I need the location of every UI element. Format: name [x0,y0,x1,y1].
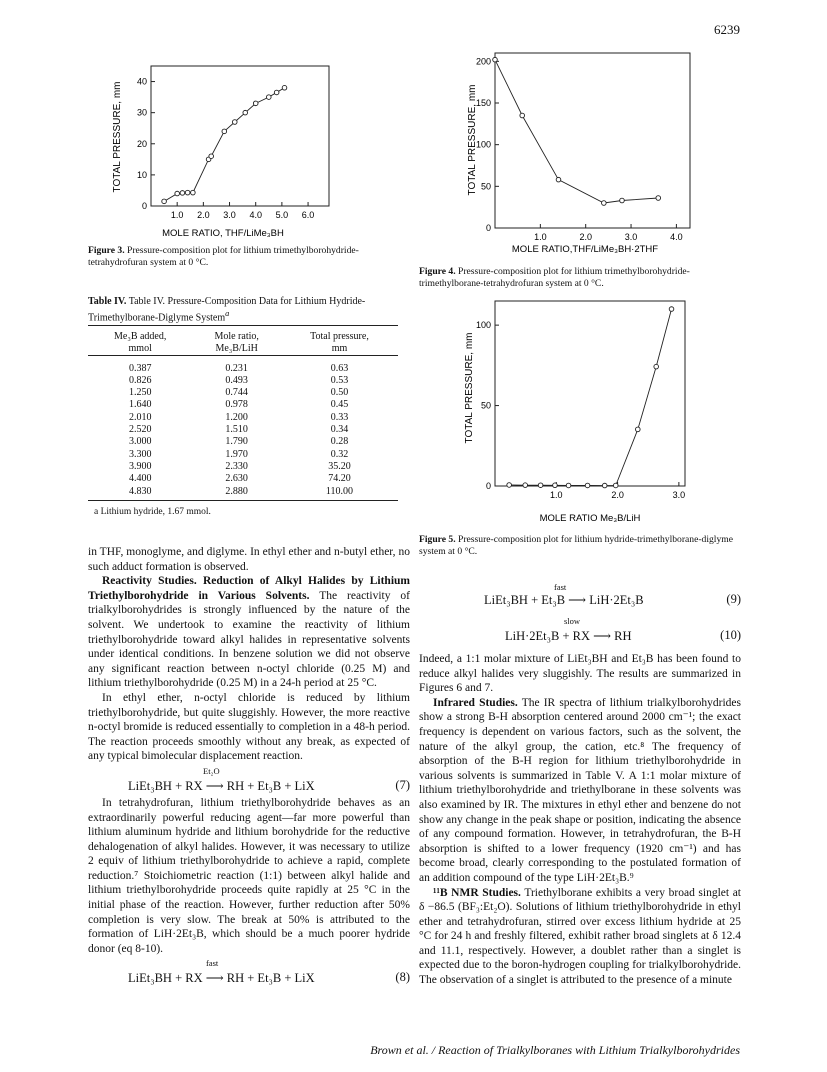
table-cell: 0.231 [225,362,248,374]
column-header: Mole ratio, [214,330,259,342]
figure-4-caption: Figure 4. Pressure-composition plot for lithium trimethylborohydride-trimethylborane-tetrahydrofuran system at 0 °C. [419,266,690,290]
figure-3-plot [108,55,368,260]
column-header: Me₃B added, [114,330,167,342]
data-point [538,483,543,488]
data-point [175,191,180,196]
y-tick-label: 0 [485,481,491,491]
table-cell: 110.00 [325,485,354,497]
table-cell: 0.33 [330,411,349,423]
data-point [654,364,659,369]
right-paragraph-1: Indeed, a 1:1 molar mixture of LiEt₃BH and Et₃B has been found to reduce alkyl halides very sluggishly. The results are summarized in Figures 6 and 7. [419,653,741,695]
column-unit: mmol [88,343,192,356]
table-cell: 4.400 [128,473,152,485]
data-point [669,307,674,312]
data-point [602,483,607,488]
data-point [253,101,258,106]
table-cell: 74.20 [328,473,351,485]
table-cell: 3.900 [128,460,152,472]
table-4-title: Table IV. Table IV. Pressure-Composition Data for Lithium Hydride-Trimethylborane-Diglyme System$^a$ [88,296,398,326]
series-line [495,60,658,203]
x-tick-label: 3.0 [223,210,236,220]
table-row [88,485,398,497]
x-tick-label: 4.0 [670,232,683,242]
table-cell: 0.45 [330,399,349,411]
x-tick-label: 1.0 [170,210,184,220]
fig4-xlabel: MOLE RATIO,THF/LiMe₃BH·2THF [511,244,659,255]
equation-7: Et₂O LiEt₃BH + RX ⟶ RH + Et₃B + LiX (7) [128,765,410,793]
table-cell: 1.790 [225,436,248,448]
table-cell: 1.640 [128,399,152,411]
table-row [88,374,398,386]
fig5-ylabel: TOTAL PRESSURE, mm [464,332,475,444]
table-cell: 1.200 [225,411,248,423]
table-cell: 3.000 [128,436,152,448]
left-column [88,545,410,988]
y-tick-label: 50 [480,181,491,192]
data-point [232,120,237,125]
table-row [88,355,398,374]
table-cell: 4.830 [128,485,152,497]
table-row [88,423,398,435]
figure-3-caption: Figure 3. Pressure-composition plot for lithium trimethylborohydride-tetrahydrofuran system at 0 °C. [88,245,359,269]
table-cell: 0.28 [330,436,349,448]
table-row [88,399,398,411]
data-point [620,198,625,203]
figure-5-plot [440,298,730,528]
table-cell: 0.50 [330,387,349,399]
table-cell: 1.970 [225,448,248,460]
data-point [493,57,498,62]
series-line [164,88,284,202]
fig5-xlabel: MOLE RATIO Me₃B/LiH [539,513,641,524]
figure-4-plot [440,45,720,270]
right-paragraph-2: Infrared Studies. The IR spectra of lithium trialkylborohydrides show a strong B-H absorption centered around 2000 cm⁻¹; the exact frequency is dependent on various factors, such as the solvent, the nature of the alkyl group, the cation, etc.⁸ The frequency of absorption of the B-H region for lithium triethylborohydride in various solvents is summarized in Table V. A 1:1 molar mixture of lithium triethylborohydride and triethylborane in these solvents was also examined by IR. The mixtures in ethyl ether and benzene do not show any change in the peak shape or position, indicating the absence of any compound formation. However, in tetrahydrofuran, the B-H absorption is shifted to a lower frequency (1920 cm⁻¹) and has become broad, clearly corresponding to the postulated formation of an addition compound of the type LiH·2Et₃B.⁹ [419,696,741,884]
left-paragraph-2: Reactivity Studies. Reduction of Alkyl Halides by Lithium Triethylborohydride in Various Solvents. The reactivity of trialkylborohydrides is strongly influenced by the nature of the solvent. We undertook to examine the reactivity of lithium triethylborohydride toward alkyl halides in representative solvents under identical conditions. In benzene solution we did not observe any significant reaction between n-octyl chloride (0.25 M) and lithium triethylborohydride (0.25 M) in a 24-h period at 25 °C. [88,575,410,690]
table-cell: 2.520 [128,424,152,436]
table-4-footnote: a Lithium hydride, 1.67 mmol. [94,507,211,518]
data-point [274,90,279,95]
fig3-xlabel: MOLE RATIO, THF/LiMe₃BH [162,228,284,239]
data-point [556,177,561,182]
table-row [88,436,398,448]
fig3-ylabel: TOTAL PRESSURE, mm [112,81,123,193]
table-cell: 0.63 [330,362,349,374]
data-point [162,199,167,204]
data-point [222,129,227,134]
y-tick-label: 100 [475,320,491,331]
equation-9: fast LiEt₃BH + Et₃B ⟶ LiH·2Et₃B (9) [484,582,741,607]
table-cell: 0.34 [330,424,349,436]
table-cell: 0.826 [128,374,152,386]
y-tick-label: 40 [136,76,147,87]
table-row [88,460,398,472]
y-tick-label: 150 [475,98,491,108]
x-tick-label: 4.0 [249,210,262,220]
table-cell: 2.330 [225,460,248,472]
table-4 [88,296,398,517]
column-unit: mm [281,343,398,356]
data-point [266,95,271,100]
data-point [585,483,590,488]
x-tick-label: 1.0 [534,232,547,242]
data-point [282,85,287,90]
data-point [520,113,525,118]
table-cell: 0.493 [225,374,248,386]
y-tick-label: 50 [480,400,491,411]
data-point [191,190,196,195]
table-cell: 0.744 [225,387,248,399]
right-paragraph-3: ¹¹B NMR Studies. Triethylborane exhibits a very broad singlet at δ −86.5 (BF₃:Et₂O). Solutions of lithium triethylborohydride in ethyl ether and tetrahydrofuran, stirred over excess lithium hydride at 25 °C for 24 h and freshly filtered, exhibit rather broad singlets at δ 12.4 and 11.1, respectively. However, a doublet rather than a singlet is expected due to the boron-hydrogen coupling for trialkylborohydride. The observation of a singlet is attributed to the presence of a minute [419,886,742,987]
equation-8: fast LiEt₃BH + RX ⟶ RH + Et₃B + LiX (8) [128,958,410,986]
table-cell: 0.978 [225,399,248,411]
x-tick-label: 3.0 [624,232,638,242]
page-number: 6239 [714,22,740,37]
table-cell: 1.250 [128,387,152,399]
y-tick-label: 100 [475,139,491,150]
data-point [209,154,214,159]
fig4-ylabel: TOTAL PRESSURE, mm [467,84,478,196]
table-row [88,411,398,423]
data-point [602,201,607,206]
table-cell: 0.32 [330,448,349,460]
data-point [180,191,185,196]
x-tick-label: 5.0 [275,210,289,220]
table-row [88,448,398,460]
table-cell: 2.630 [225,473,248,485]
column-unit: Me₃B/LiH [192,343,281,356]
figure-5-caption: Figure 5. Pressure-composition plot for lithium hydride-trimethylborane-diglyme system at 0 °C. [419,534,733,558]
y-tick-label: 0 [141,201,147,211]
table-cell: 2.010 [128,411,152,423]
x-tick-label: 1.0 [550,490,563,500]
data-point [523,483,528,488]
table-cell: 1.510 [225,424,248,436]
data-point [243,110,248,115]
left-paragraph-3: In ethyl ether, n-octyl chloride is reduced by lithium triethylborohydride, but quite sluggishly. However, the more reactive n-octyl bromide is reduced essentially to completion in a 48-h period. The reaction proceeds smoothly without any break, as expected of any typical bimolecular displacement reaction. [88,691,410,763]
table-row [88,387,398,399]
left-paragraph-1: in THF, monoglyme, and diglyme. In ethyl ether and n-butyl ether, no such adduct formation is observed. [88,546,410,573]
table-cell: 3.300 [128,448,152,460]
left-paragraph-4: In tetrahydrofuran, lithium triethylborohydride behaves as an extraordinarily powerful reducing agent—far more powerful than lithium aluminum hydride and lithium borohydride for the reductive dehalogenation of alkyl halides. However, it was necessary to utilize 2 equiv of lithium triethylborohydride to achieve a rapid, complete reduction.⁷ Stoichiometric reaction (1:1) between alkyl halide and lithium triethylborohydride proceeds quite rapidly at 25 °C in the initial phase of the reaction. However, further reduction after 50% completion is very slow. The break at 50% is attributed to the formation of LiH·2Et₃B, which should be a much poorer hydride donor (eq 8-10). [88,796,410,955]
data-point [636,427,641,432]
data-point [566,483,571,488]
table-row [88,473,398,485]
x-tick-label: 2.0 [197,210,210,220]
series-line [509,309,671,486]
y-tick-label: 20 [136,138,147,149]
x-tick-label: 6.0 [301,210,315,220]
y-tick-label: 30 [136,107,147,118]
data-point [613,483,618,488]
data-point [553,483,558,488]
data-point [507,483,512,488]
data-point [656,196,661,201]
x-tick-label: 2.0 [579,232,592,242]
right-column [419,582,741,988]
table-cell: 0.387 [128,362,152,374]
table-cell: 35.20 [328,460,351,472]
table-cell: 2.880 [225,485,248,497]
y-tick-label: 10 [136,169,147,180]
y-tick-label: 0 [485,223,491,233]
column-header: Total pressure, [310,330,369,342]
table-cell: 0.53 [330,374,349,386]
data-point [185,190,190,195]
y-tick-label: 200 [475,56,491,67]
x-tick-label: 2.0 [611,490,624,500]
running-footer: Brown et al. / Reaction of Trialkylboranes with Lithium Trialkylborohydrides [370,1043,740,1057]
equation-10: slow LiH·2Et₃B + RX ⟶ RH (10) [505,616,741,643]
x-tick-label: 3.0 [672,490,686,500]
